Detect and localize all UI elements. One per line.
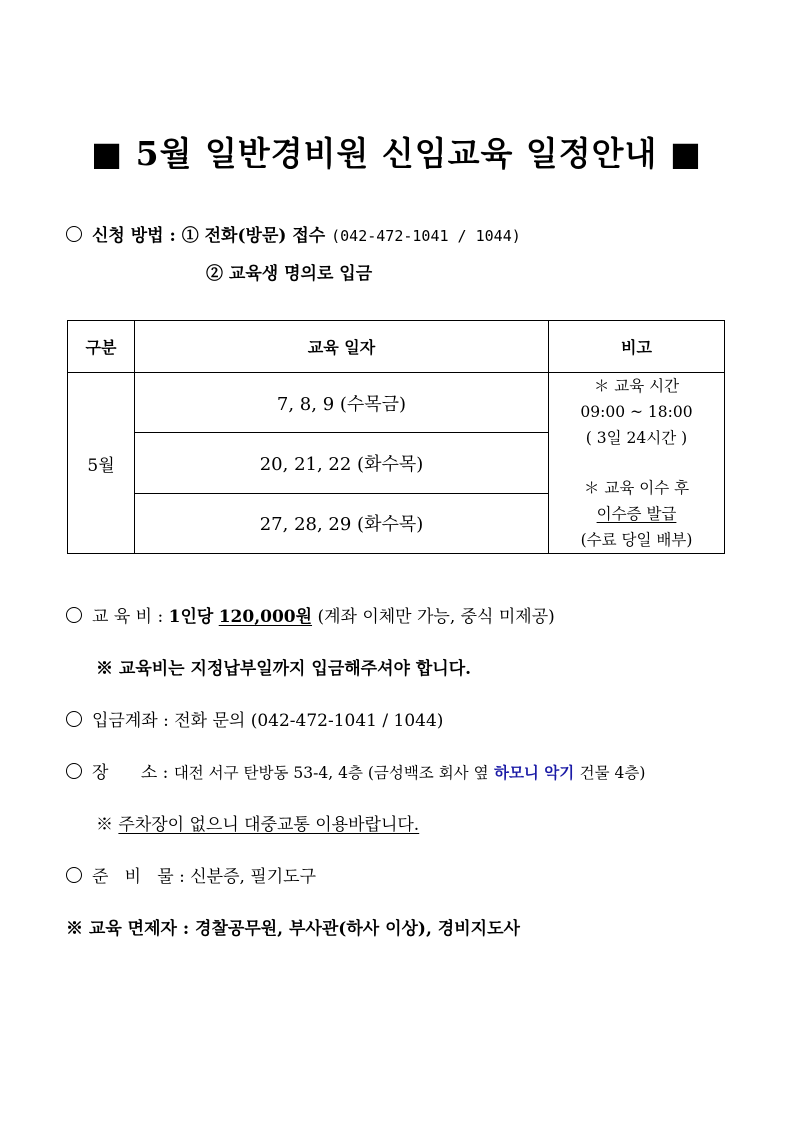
note-cell [549,373,725,554]
schedule-table [67,320,725,554]
apply-method-line [66,221,521,246]
date-cell: 7, 8, 9 (수목금) [135,373,549,433]
apply-method-second: ② 교육생 명의로 입금 [206,264,373,284]
circle-bullet-icon [66,607,82,623]
header-note: 비고 [549,321,725,373]
place-address: 대전 서구 탄방동 53-4, 4층 (금성백조 회사 옆 [173,764,489,782]
note-line: ( 3일 24시간 ) [585,429,688,447]
table-header-row [68,321,725,373]
circle-bullet-icon [66,867,82,883]
apply-method-label: 신청 방법 : ① 전화(방문) 접수 [92,226,326,246]
fee-amount: 120,000원 [218,607,313,627]
header-category: 구분 [68,321,135,373]
fee-label: 교 육 비 : [92,607,164,627]
header-date: 교육 일자 [135,321,549,373]
page-title: ■ 5월 일반경비원 신임교육 일정안내 ■ [90,134,703,173]
circle-bullet-icon [66,763,82,779]
place-line [66,758,645,783]
fee-rest: (계좌 이체만 가능, 중식 미제공) [317,607,555,627]
parking-line [96,810,419,835]
month-cell: 5월 [68,373,135,554]
account-text: 입금계좌 : 전화 문의 (042-472-1041 / 1044) [92,711,444,731]
note-line: 09:00 ~ 18:00 [580,403,693,421]
note-line-underlined: 이수증 발급 [596,505,677,523]
supplies-text: 준 비 물 : 신분증, 필기도구 [92,867,316,887]
circle-bullet-icon [66,226,82,242]
date-cell: 27, 28, 29 (화수목) [135,493,549,553]
fee-line [66,602,555,627]
place-highlight: 하모니 악기 [493,763,575,782]
account-line [66,706,443,731]
fee-note: ※ 교육비는 지정납부일까지 입금해주셔야 합니다. [96,659,472,679]
supplies-line [66,862,316,887]
place-tail: 건물 4층) [579,764,646,782]
date-cell: 20, 21, 22 (화수목) [135,433,549,493]
parking-mark: ※ [96,815,113,835]
note-line: (수료 당일 배부) [580,531,693,549]
parking-text: 주차장이 없으니 대중교통 이용바랍니다. [118,815,420,835]
table-row [68,373,725,433]
circle-bullet-icon [66,711,82,727]
note-line: ＊ 교육 시간 [593,377,680,395]
exempt-line: ※ 교육 면제자 : 경찰공무원, 부사관(하사 이상), 경비지도사 [66,919,520,939]
apply-phone: (042-472-1041 / 1044) [331,227,521,245]
fee-per: 1인당 [168,607,214,627]
note-line: ＊ 교육 이수 후 [583,479,690,497]
place-label: 장 소 : [92,763,169,783]
